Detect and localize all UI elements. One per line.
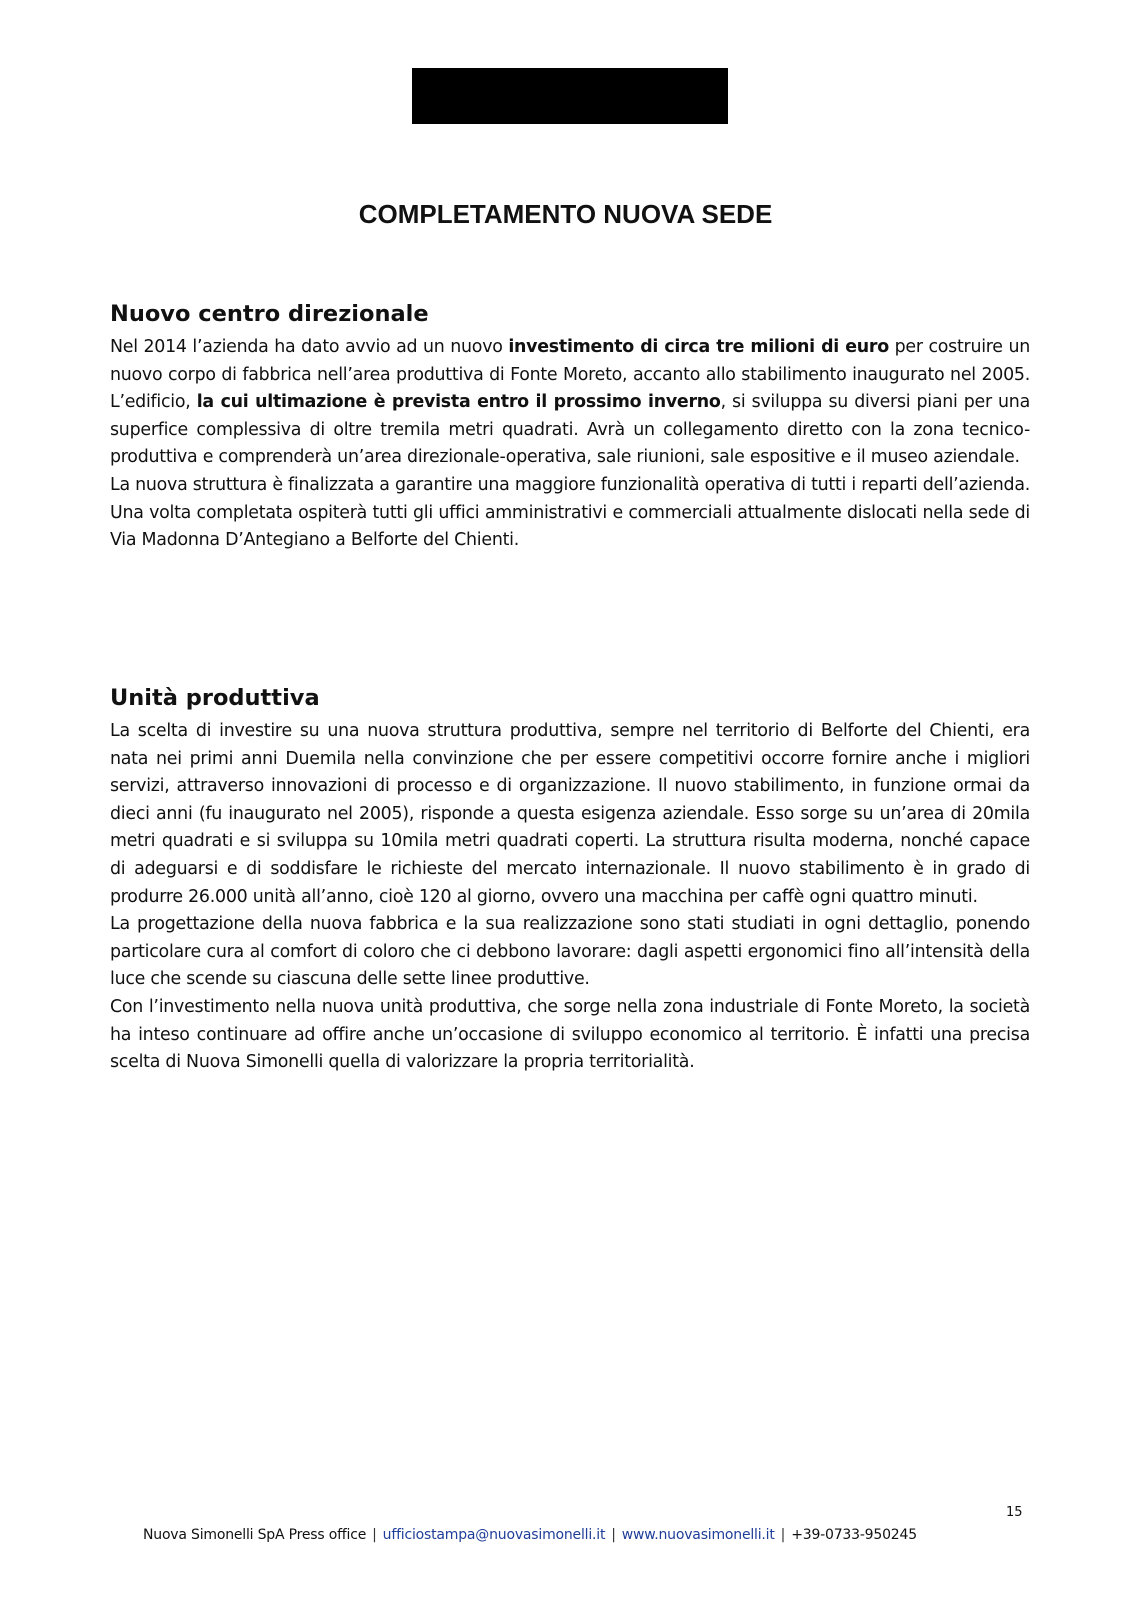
paragraph-text: Nel 2014 l’azienda ha dato avvio ad un nuovo xyxy=(110,337,509,357)
paragraph: Con l’investimento nella nuova unità produttiva, che sorge nella zona industriale di Fonte Moreto, la società ha inteso continuare ad offire anche un’occasione di sviluppo economico al territorio. È infatti una precisa scelta di Nuova Simonelli quella di valorizzare la propria territorialità. xyxy=(110,996,1030,1073)
footer-separator: | xyxy=(372,1527,377,1543)
paragraph: La nuova struttura è finalizzata a garantire una maggiore funzionalità operativa di tutti i reparti dell’azienda. Una volta completata ospiterà tutti gli uffici amministrativi e commerciali attualmente dislocati nella sede di Via Madonna D’Antegiano a Belforte del Chienti. xyxy=(110,474,1030,551)
paragraph xyxy=(110,334,1030,472)
bold-text: investimento di circa tre milioni di euro xyxy=(508,337,889,357)
bold-text: la cui ultimazione è prevista entro il prossimo inverno xyxy=(196,392,721,413)
section-unita-produttiva xyxy=(110,683,1030,1077)
footer-phone: +39-0733-950245 xyxy=(791,1527,917,1543)
section-nuovo-centro-direzionale xyxy=(110,299,1030,555)
paragraph: La scelta di investire su una nuova struttura produttiva, sempre nel territorio di Belforte del Chienti, era nata nei primi anni Duemila nella convinzione che per essere competitivi occorre fornire anche i migliori servizi, attraverso innovazioni di processo e di organizzazione. Il nuovo stabilimento, in funzione ormai da dieci anni (fu inaugurato nel 2005), risponde a questa esigenza aziendale. Esso sorge su un’area di 20mila metri quadrati e si sviluppa su 10mila metri quadrati coperti. La struttura risulta moderna, nonché capace di adeguarsi e di soddisfare le richieste del mercato internazionale. Il nuovo stabilimento è in grado di produrre 26.000 unità all’anno, cioè 120 al giorno, ovvero una macchina per caffè ogni quattro minuti. xyxy=(110,721,1030,907)
page-number: 15 xyxy=(1006,1505,1023,1520)
footer-separator: | xyxy=(780,1527,786,1543)
paragraph: La progettazione della nuova fabbrica e la sua realizzazione sono stati studiati in ogni dettaglio, ponendo particolare cura al comfort di coloro che ci debbono lavorare: dagli aspetti ergonomici fino all’intensità della luce che scende su ciascuna delle sette linee produttive. xyxy=(110,914,1030,990)
paragraph-text: , si sviluppa su diversi piani per una superfice complessiva di oltre tremila metri quadrati. Avrà un collegamento diretto con la zona tecnico-produttiva e comprenderà un’area direzionale-operativa, sale riunioni, sale espositive e il museo aziendale. xyxy=(110,392,1030,468)
footer-website-link[interactable]: www.nuovasimonelli.it xyxy=(621,1527,775,1543)
footer-company: Nuova Simonelli SpA Press office xyxy=(143,1527,367,1543)
footer-email-link[interactable]: ufficiostampa@nuovasimonelli.it xyxy=(382,1527,606,1543)
redacted-logo-block xyxy=(412,68,728,124)
paragraph-text: per costruire un nuovo corpo di fabbrica nell’area produttiva di Fonte Moreto, accanto allo stabilimento inaugurato nel 2005. L’edificio, xyxy=(110,337,1030,413)
section-heading: Unità produttiva xyxy=(110,685,320,711)
footer-separator: | xyxy=(611,1527,616,1543)
page-title: COMPLETAMENTO NUOVA SEDE xyxy=(358,199,773,229)
footer xyxy=(143,1527,917,1543)
section-heading: Nuovo centro direzionale xyxy=(110,301,429,327)
